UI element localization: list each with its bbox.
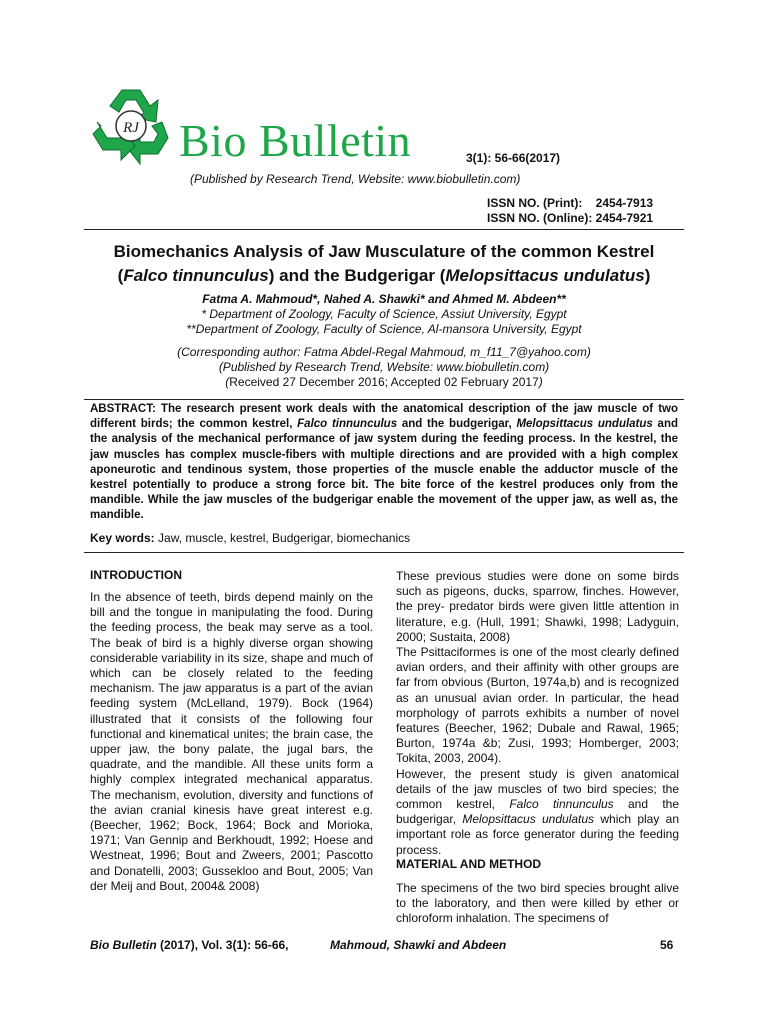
keywords-text: Jaw, muscle, kestrel, Budgerigar, biomechanics xyxy=(154,531,411,545)
title-line-1: Biomechanics Analysis of Jaw Musculature of the common Kestrel xyxy=(113,242,655,261)
corresponding-author: (Corresponding author: Fatma Abdel-Regal Mahmoud, m_f11_7@yahoo.com) xyxy=(177,345,591,359)
keywords-label: Key words: xyxy=(90,531,155,545)
abstract-text-2: and the budgerigar, xyxy=(397,418,517,431)
svg-text:RJ: RJ xyxy=(123,120,139,136)
title-species-2: Melopsittacus undulatus xyxy=(445,266,645,285)
received-paren-close: ) xyxy=(538,375,543,389)
footer-volume: (2017), Vol. 3(1): 56-66, xyxy=(156,938,289,952)
publisher-line: (Published by Research Trend, Website: www.biobulletin.com) xyxy=(190,172,521,186)
issn-print: ISSN NO. (Print): 2454-7913 xyxy=(487,196,654,210)
footer-authors: Mahmoud, Shawki and Abdeen xyxy=(330,938,507,952)
keywords xyxy=(90,531,678,545)
right-column xyxy=(396,569,679,858)
method-text: The specimens of the two bird species brought alive to the laboratory, and then were killed by ether or chloroform inhalation. The specimens of xyxy=(396,881,679,926)
p3-text-c: which play an important role as force generator during the feeding process. xyxy=(396,812,679,857)
article-title xyxy=(84,240,684,288)
issn-block xyxy=(487,196,653,226)
abstract xyxy=(90,402,678,524)
abstract-text-3: and the analysis of the mechanical performance of jaw system during the feeding process. In the kestrel, the jaw muscles has complex muscle-fibers with multiple directions and are provided with a high complex aponeurotic and tendinous system, those properties of the muscle enable the adductor muscle of the kestrel potentially to produce a strong force bit. The bite force of the kestrel produces only from the mandible. While the jaw muscles of the budgerigar enable the movement of the upper jaw, as well as, the mandible. xyxy=(90,418,679,522)
keywords-divider xyxy=(84,552,684,553)
authors: Fatma A. Mahmoud*, Nahed A. Shawki* and Ahmed M. Abdeen** xyxy=(202,292,566,306)
title-paren-open: ( xyxy=(117,266,124,285)
title-species-1: Falco tinnunculus xyxy=(123,266,269,285)
abstract-species-1: Falco tinnunculus xyxy=(297,418,398,431)
recycle-logo-icon xyxy=(92,86,170,168)
received-paren-open: ( xyxy=(225,375,230,389)
received-text: Received 27 December 2016; Accepted 02 February 2017 xyxy=(229,375,539,389)
introduction-heading: INTRODUCTION xyxy=(90,568,182,582)
footer-citation xyxy=(90,938,289,952)
abstract-divider xyxy=(84,399,684,400)
abstract-species-2: Melopsittacus undulatus xyxy=(516,418,653,431)
right-paragraph-2: The Psittaciformes is one of the most clearly defined avian orders, and their affinity with other groups are far from obvious (Burton, 1974a,b) and is recognized as an unusual avian order. In particular, the head morphology of parrots exhibits a number of novel features (Beecher, 1962; Dubale and Rawal, 1965; Burton, 1974a &b; Zusi, 1993; Homberger, 2003; Tokita, 2003, 2004). xyxy=(396,645,679,766)
published-by: (Published by Research Trend, Website: www.biobulletin.com) xyxy=(218,360,550,374)
right-paragraph-3 xyxy=(396,767,679,858)
right-paragraph-1: These previous studies were done on some birds such as pigeons, ducks, sparrow, finches. However, the prey- predator birds were given little attention in literature, e.g. (Hull, 1991; Shawki, 1998; Ladyguin, 2000; Sustaita, 2008) xyxy=(396,569,679,644)
title-line-2 xyxy=(84,264,684,288)
p3-text-a: However, the present study is given anatomical details of the jaw muscles of two bird species; the common kestrel, xyxy=(396,766,679,812)
p3-text-b: and the budgerigar, xyxy=(396,797,680,827)
p3-species-2: Melopsittacus undulatus xyxy=(462,812,595,827)
p3-species-1: Falco tinnunculus xyxy=(509,797,614,812)
abstract-text-1: The research present work deals with the anatomical description of the jaw muscle of two different birds; the common kestrel, xyxy=(90,403,678,431)
title-paren-close: ) xyxy=(644,266,651,285)
title-mid: ) and the Budgerigar ( xyxy=(268,266,446,285)
journal-logo xyxy=(92,86,170,168)
footer-journal: Bio Bulletin xyxy=(90,938,157,952)
method-heading: MATERIAL AND METHOD xyxy=(396,857,542,871)
page-number: 56 xyxy=(660,938,674,952)
journal-name: Bio Bulletin xyxy=(179,115,412,166)
affiliation-2: **Department of Zoology, Faculty of Science, Al-mansora University, Egypt xyxy=(186,322,582,336)
header-divider xyxy=(84,229,684,230)
received-accepted xyxy=(84,375,684,389)
affiliation-1: * Department of Zoology, Faculty of Science, Assiut University, Egypt xyxy=(201,307,567,321)
abstract-label: ABSTRACT: xyxy=(90,403,156,415)
volume-issue: 3(1): 56-66(2017) xyxy=(466,151,561,165)
issn-online: ISSN NO. (Online): 2454-7921 xyxy=(487,211,654,225)
introduction-text: In the absence of teeth, birds depend mainly on the bill and the tongue in manipulating the food. During the feeding process, the beak may serve as a tool. The beak of bird is a highly diverse organ showing considerable variability in its size, shape and much of which can be closely related to the feeding mechanism. The jaw apparatus is a part of the avian feeding system (McLelland, 1979). Bock (1964) illustrated that it consists of the following four functional and kinematical unites; the brain case, the upper jaw, the bony palate, the jugal bars, the quadrate, and the mandible. All these units form a highly complex integrated mechanical apparatus. The mechanism, evolution, diversity and functions of the avian cranial kinesis have great interest e.g. (Beecher, 1962; Bock, 1964; Bock and Morioka, 1971; Van Gennip and Berkhoudt, 1992; Hoese and Westneat, 1996; Bout and Zweers, 2001; Pascotto and Donatelli, 2003; Gussekloo and Bout, 2005; Van der Meij and Bout, 2004& 2008) xyxy=(90,590,373,893)
